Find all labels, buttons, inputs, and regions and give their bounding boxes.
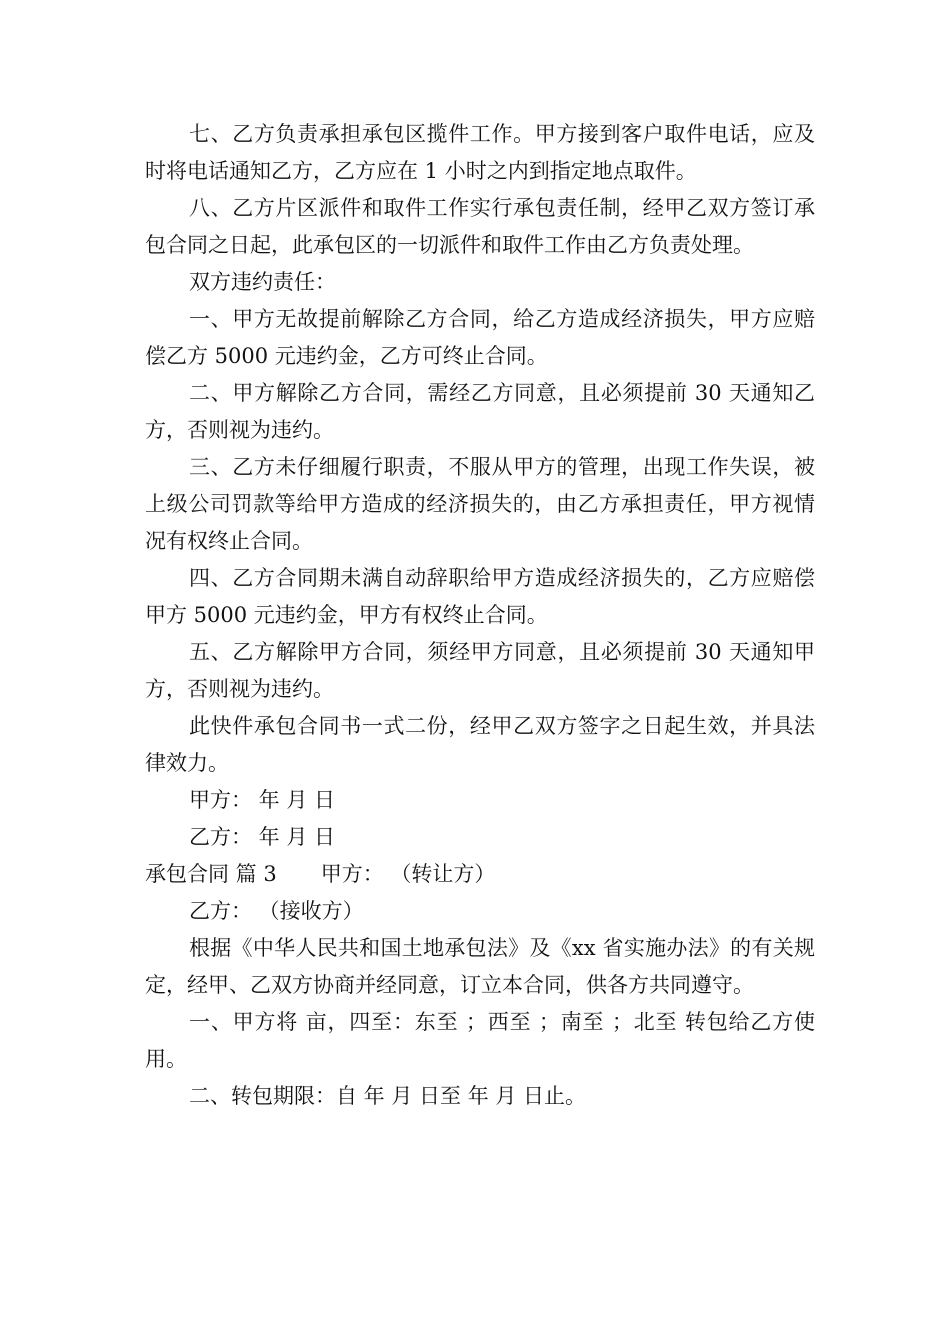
breach-clause-4: 四、乙方合同期未满自动辞职给甲方造成经济损失的，乙方应赔偿甲方 5000 元违约金，甲方有权终止合同。 bbox=[145, 566, 815, 627]
breach-clause-5: 五、乙方解除甲方合同，须经甲方同意，且必须提前 30 天通知甲方，否则视为违约。 bbox=[145, 640, 815, 701]
contract-preamble: 根据《中华人民共和国土地承包法》及《xx 省实施办法》的有关规定，经甲、乙双方协商并经同意，订立本合同，供各方共同遵守。 bbox=[145, 936, 815, 997]
party-b-receiver: 乙方： （接收方） bbox=[189, 899, 364, 923]
breach-clause-1: 一、甲方无故提前解除乙方合同，给乙方造成经济损失，甲方应赔偿乙方 5000 元违约金，乙方可终止合同。 bbox=[145, 307, 815, 368]
document-page bbox=[145, 116, 815, 1115]
party-b-signature: 乙方： 年 月 日 bbox=[189, 825, 336, 849]
effectiveness-clause: 此快件承包合同书一式二份，经甲乙双方签字之日起生效，并具法律效力。 bbox=[145, 714, 815, 775]
transfer-clause-2: 二、转包期限：自 年 月 日至 年 月 日止。 bbox=[189, 1084, 587, 1108]
transfer-clause-1: 一、甲方将 亩，四至：东至 ；西至 ；南至 ；北至 转包给乙方使用。 bbox=[145, 1010, 815, 1071]
clause-8: 八、乙方片区派件和取件工作实行承包责任制，经甲乙双方签订承包合同之日起，此承包区的一切派件和取件工作由乙方负责处理。 bbox=[145, 196, 815, 257]
section-heading-line bbox=[145, 856, 815, 893]
breach-heading: 双方违约责任： bbox=[189, 270, 336, 294]
breach-clause-2: 二、甲方解除乙方合同，需经乙方同意，且必须提前 30 天通知乙方，否则视为违约。 bbox=[145, 381, 815, 442]
clause-7: 七、乙方负责承担承包区揽件工作。甲方接到客户取件电话，应及时将电话通知乙方，乙方应在 1 小时之内到指定地点取件。 bbox=[145, 122, 815, 183]
section-heading-party-a: 甲方： （转让方） bbox=[320, 862, 496, 886]
party-a-signature: 甲方： 年 月 日 bbox=[189, 788, 336, 812]
breach-clause-3: 三、乙方未仔细履行职责，不服从甲方的管理，出现工作失误，被上级公司罚款等给甲方造成的经济损失的，由乙方承担责任，甲方视情况有权终止合同。 bbox=[145, 455, 815, 553]
section-heading: 承包合同 篇 3 bbox=[145, 862, 277, 886]
